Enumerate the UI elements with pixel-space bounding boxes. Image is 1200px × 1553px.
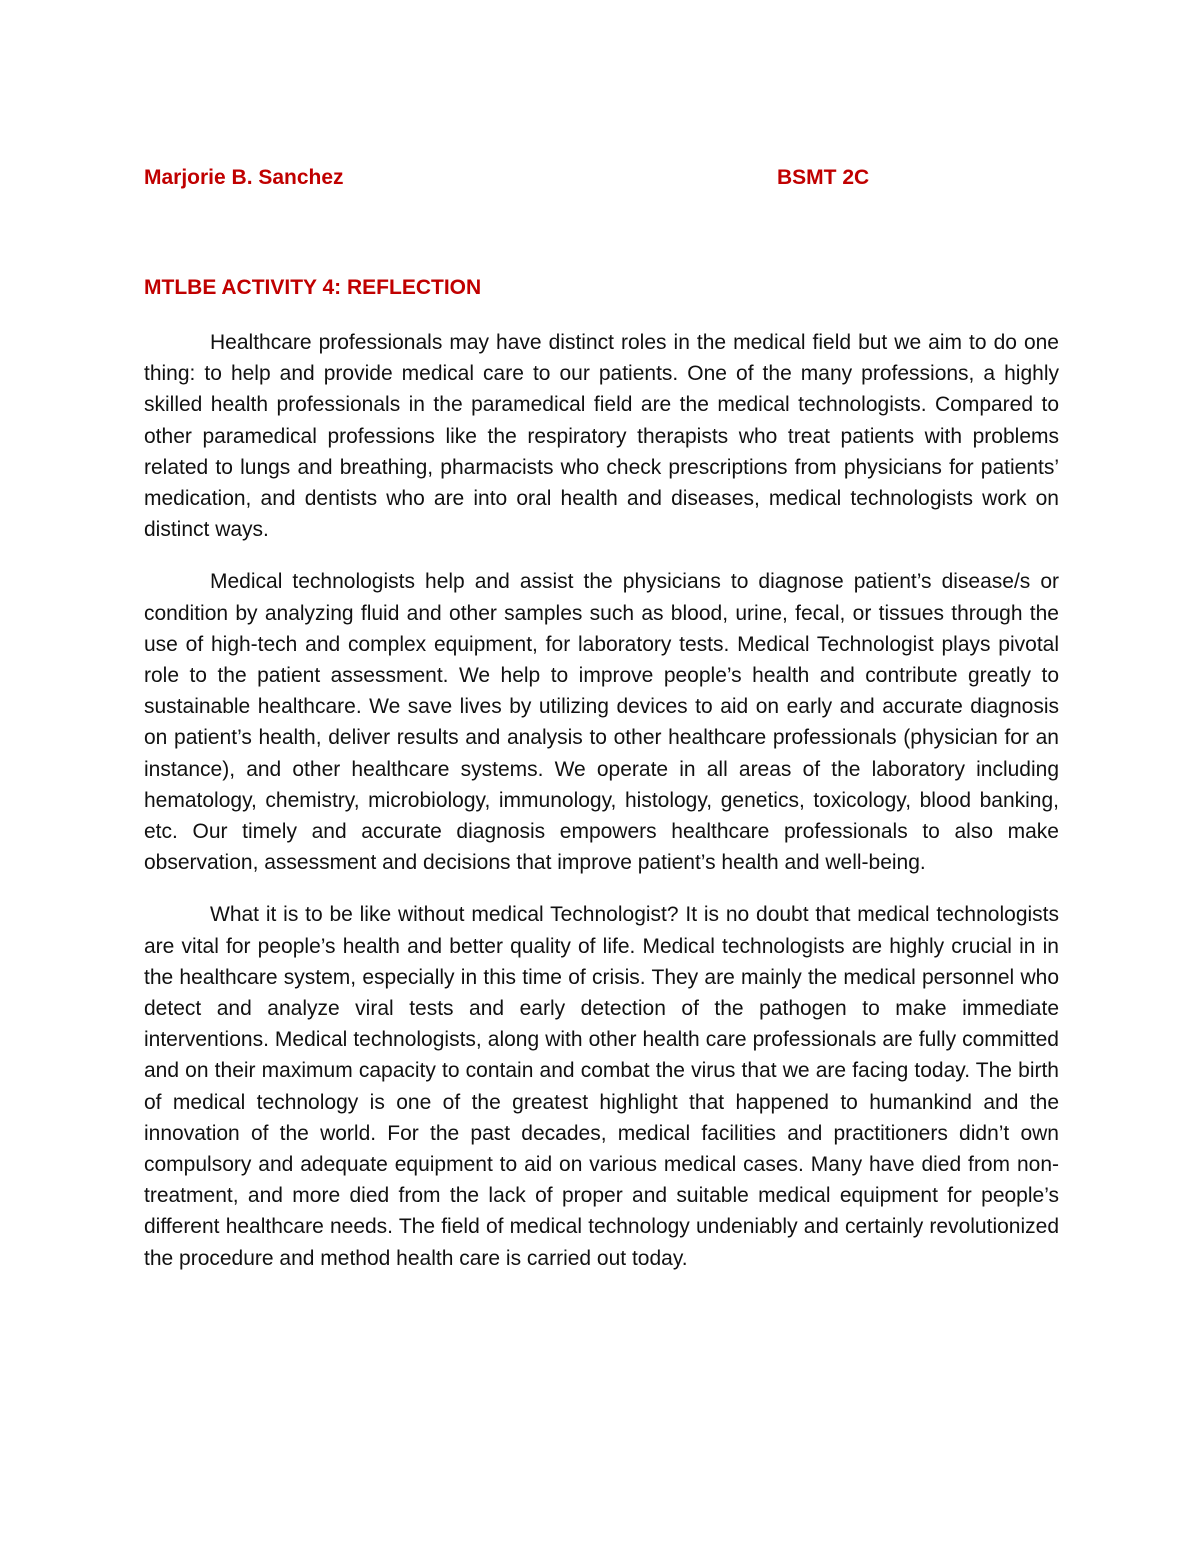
student-name: Marjorie B. Sanchez: [144, 166, 344, 189]
document-title: MTLBE ACTIVITY 4: REFLECTION: [144, 276, 482, 299]
paragraph-3: What it is to be like without medical Technologist? It is no doubt that medical technologists are vital for people’s health and better quality of life. Medical technologists are highly crucial in in the healthcare system, especially in this time of crisis. They are mainly the medical personnel who detect and analyze viral tests and early detection of the pathogen to make immediate interventions. Medical technologists, along with other health care professionals are fully committed and on their maximum capacity to contain and combat the virus that we are facing today. The birth of medical technology is one of the greatest highlight that happened to humankind and the innovation of the world. For the past decades, medical facilities and practitioners didn’t own compulsory and adequate equipment to aid on various medical cases. Many have died from non-treatment, and more died from the lack of proper and suitable medical equipment for people’s different healthcare needs. The field of medical technology undeniably and certainly revolutionized the procedure and method health care is carried out today.: [144, 903, 1059, 1270]
document-body: [144, 327, 1059, 1295]
document-header: [144, 166, 1064, 196]
paragraph-1: Healthcare professionals may have distinct roles in the medical field but we aim to do one thing: to help and provide medical care to our patients. One of the many professions, a highly skilled health professionals in the paramedical field are the medical technologists. Compared to other paramedical professions like the respiratory therapists who treat patients with problems related to lungs and breathing, pharmacists who check prescriptions from physicians for patients’ medication, and dentists who are into oral health and diseases, medical technologists work on distinct ways.: [144, 331, 1059, 542]
paragraph-2: Medical technologists help and assist the physicians to diagnose patient’s disease/s or condition by analyzing fluid and other samples such as blood, urine, fecal, or tissues through the use of high-tech and complex equipment, for laboratory tests. Medical Technologist plays pivotal role to the patient assessment. We help to improve people’s health and contribute greatly to sustainable healthcare. We save lives by utilizing devices to aid on early and accurate diagnosis on patient’s health, deliver results and analysis to other healthcare professionals (physician for an instance), and other healthcare systems. We operate in all areas of the laboratory including hematology, chemistry, microbiology, immunology, histology, genetics, toxicology, blood banking, etc. Our timely and accurate diagnosis empowers healthcare professionals to also make observation, assessment and decisions that improve patient’s health and well-being.: [144, 570, 1059, 875]
section-code: BSMT 2C: [777, 166, 870, 189]
